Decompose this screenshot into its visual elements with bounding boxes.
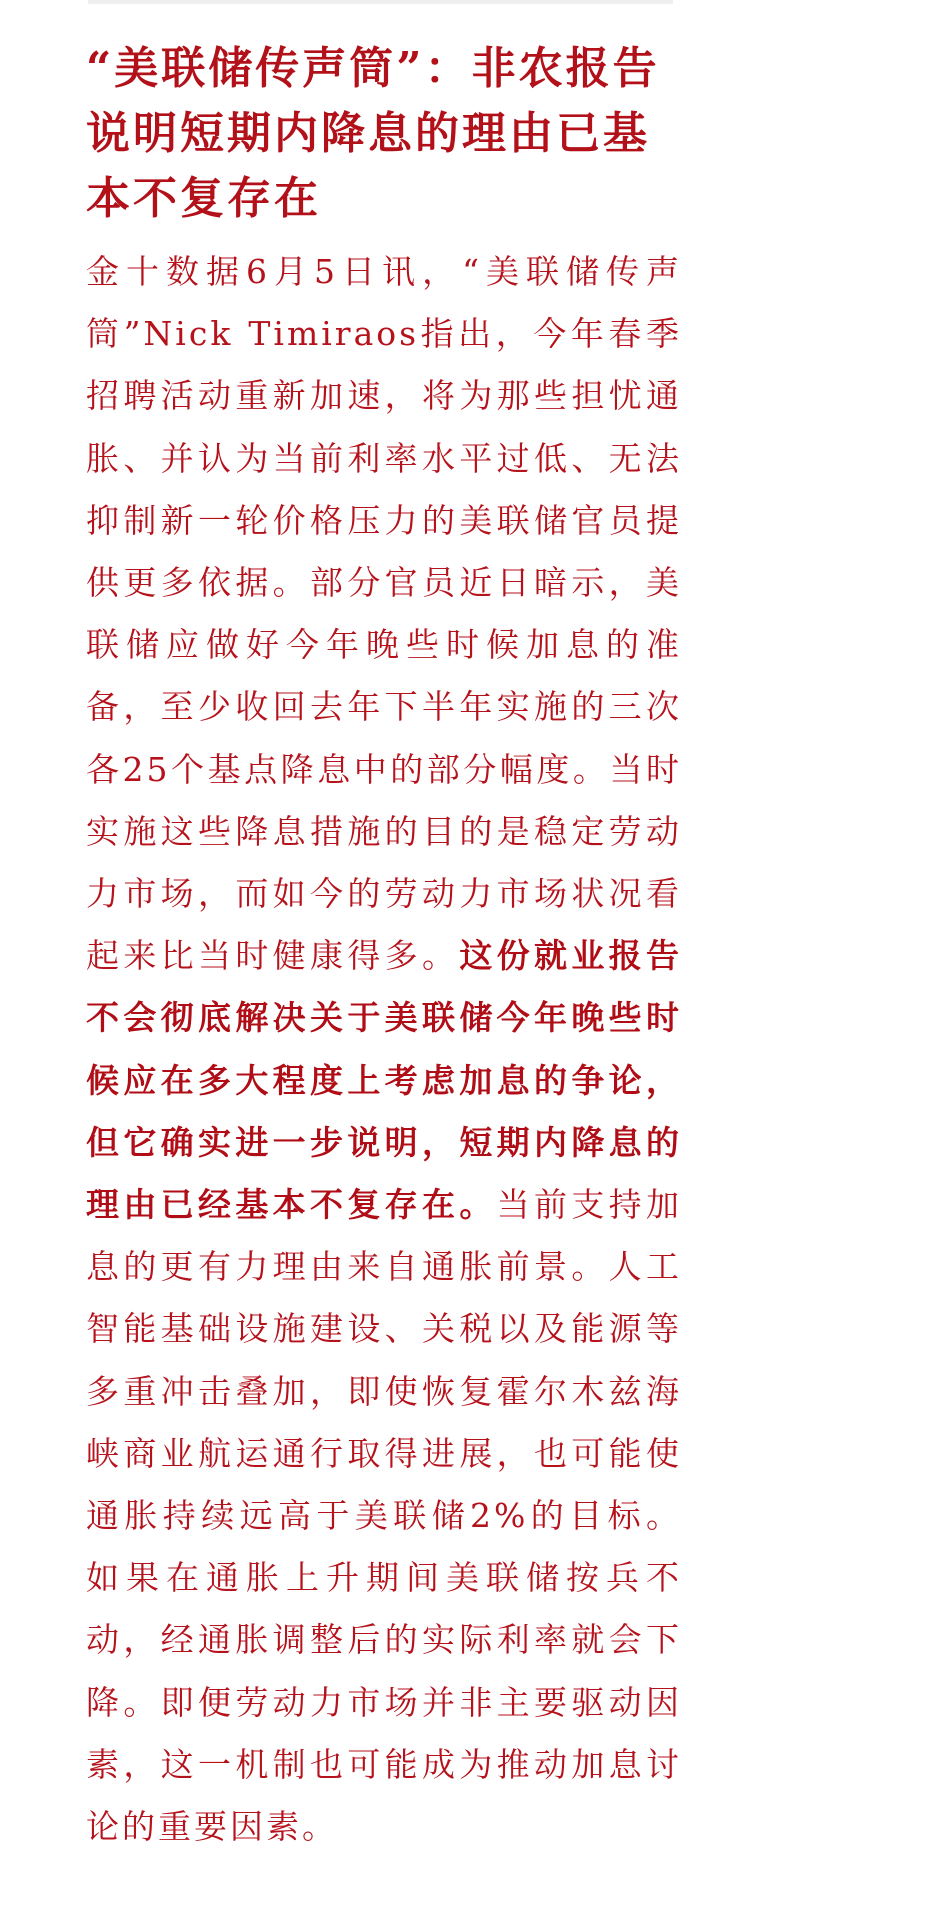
article-headline: “美联储传声筒”：非农报告说明短期内降息的理由已基本不复存在 [86,43,660,224]
top-divider [88,0,673,4]
article [86,36,682,1858]
body-intro: 金十数据6月5日讯，“美联储传声筒”Nick Timiraos指出，今年春季招聘活动重新加速，将为那些担忧通胀、并认为当前利率水平过低、无法抑制新一轮价格压力的美联储官员提供更多依据。部分官员近日暗示，美联储应做好今年晚些时候加息的准备，至少收回去年下半年实施的三次各25个基点降息中的部分幅度。当时实施这些降息措施的目的是稳定劳动力市场，而如今的劳动力市场状况看起来比当时健康得多。 [86,252,682,976]
body-rest: 当前支持加息的更有力理由来自通胀前景。人工智能基础设施建设、关税以及能源等多重冲击叠加，即使恢复霍尔木兹海峡商业航运通行取得进展，也可能使通胀持续远高于美联储2%的目标。如果在通胀上升期间美联储按兵不动，经通胀调整后的实际利率就会下降。即便劳动力市场并非主要驱动因素，这一机制也可能成为推动加息讨论的重要因素。 [86,1185,683,1847]
article-body [86,241,682,1858]
body-bold-highlight: 这份就业报告不会彻底解决关于美联储今年晚些时候应在多大程度上考虑加息的争论，但它确实进一步说明，短期内降息的理由已经基本不复存在。 [86,936,683,1225]
